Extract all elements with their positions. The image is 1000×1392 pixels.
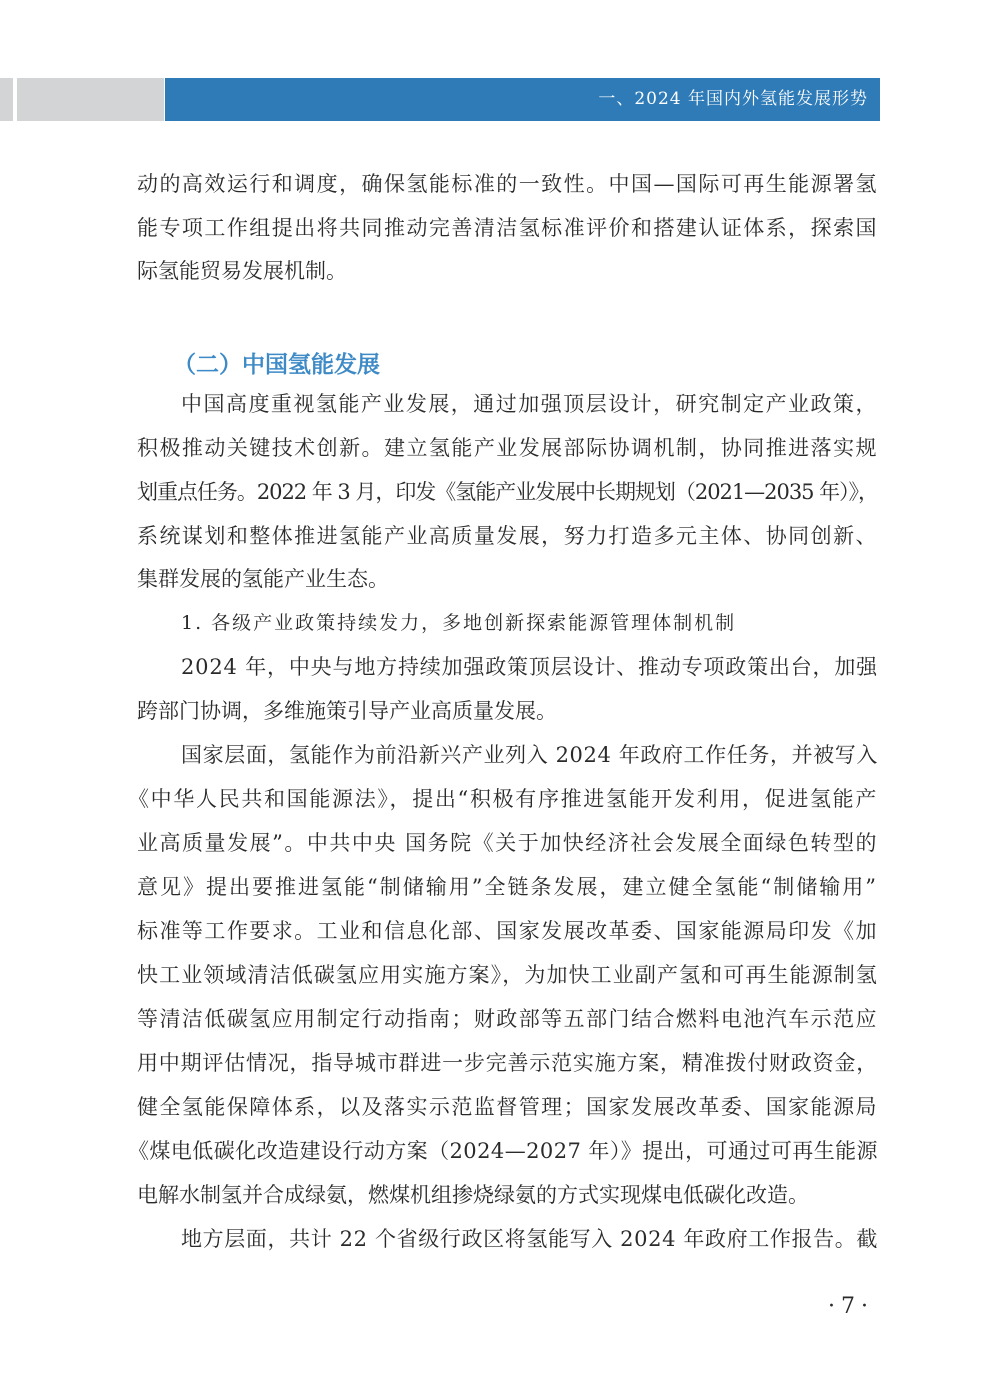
header-gray-tab xyxy=(0,78,13,121)
text-line: 健全氢能保障体系，以及落实示范监督管理；国家发展改革委、国家能源局 xyxy=(137,1095,878,1119)
subsection-heading: 1. 各级产业政策持续发力，多地创新探索能源管理体制机制 xyxy=(181,612,737,634)
text-line: 意见》提出要推进氢能“制储输用”全链条发展，建立健全氢能“制储输用” xyxy=(137,875,878,899)
running-title: 一、2024 年国内外氢能发展形势 xyxy=(598,89,868,109)
text-line: 《中华人民共和国能源法》，提出“积极有序推进氢能开发利用，促进氢能产 xyxy=(128,787,878,811)
text-line: 积极推动关键技术创新。建立氢能产业发展部际协调机制，协同推进落实规 xyxy=(137,436,878,460)
text-line: 集群发展的氢能产业生态。 xyxy=(137,567,389,591)
text-line: 能专项工作组提出将共同推动完善清洁氢标准评价和搭建认证体系，探索国 xyxy=(137,216,878,240)
section-heading: （二）中国氢能发展 xyxy=(173,352,380,378)
text-line: 划重点任务。2022 年 3 月，印发《氢能产业发展中长期规划（2021—2035 年）》， xyxy=(137,480,878,504)
text-line: 国家层面，氢能作为前沿新兴产业列入 2024 年政府工作任务，并被写入 xyxy=(181,743,878,767)
text-line: 业高质量发展”。中共中央 国务院《关于加快经济社会发展全面绿色转型的 xyxy=(137,831,878,855)
header-gray-bar xyxy=(17,78,164,121)
text-line: 标准等工作要求。工业和信息化部、国家发展改革委、国家能源局印发《加 xyxy=(137,919,878,943)
text-line: 地方层面，共计 22 个省级行政区将氢能写入 2024 年政府工作报告。截 xyxy=(181,1227,878,1251)
text-line: 《煤电低碳化改造建设行动方案（2024—2027 年）》提出，可通过可再生能源 xyxy=(128,1139,878,1163)
text-line: 快工业领域清洁低碳氢应用实施方案》，为加快工业副产氢和可再生能源制氢 xyxy=(137,963,878,987)
text-line: 系统谋划和整体推进氢能产业高质量发展，努力打造多元主体、协同创新、 xyxy=(137,524,878,548)
text-line: 跨部门协调，多维施策引导产业高质量发展。 xyxy=(137,699,557,723)
header-blue-bar xyxy=(165,78,880,121)
text-line: 用中期评估情况，指导城市群进一步完善示范实施方案，精准拨付财政资金， xyxy=(137,1051,878,1075)
text-line: 2024 年，中央与地方持续加强政策顶层设计、推动专项政策出台，加强 xyxy=(181,655,878,679)
text-line: 中国高度重视氢能产业发展，通过加强顶层设计，研究制定产业政策， xyxy=(181,392,878,416)
text-line: 电解水制氢并合成绿氨，燃煤机组掺烧绿氨的方式实现煤电低碳化改造。 xyxy=(137,1183,809,1207)
text-line: 动的高效运行和调度，确保氢能标准的一致性。中国—国际可再生能源署氢 xyxy=(137,172,878,196)
page-number: ·7· xyxy=(828,1294,874,1319)
text-line: 等清洁低碳氢应用制定行动指南；财政部等五部门结合燃料电池汽车示范应 xyxy=(137,1007,878,1031)
text-line: 际氢能贸易发展机制。 xyxy=(137,259,347,283)
